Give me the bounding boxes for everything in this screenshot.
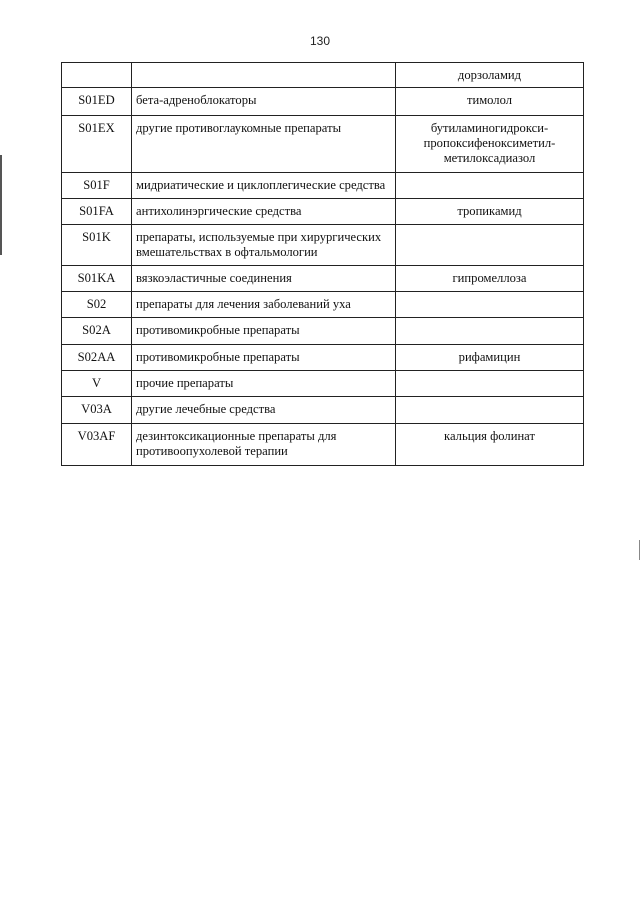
group-name-cell: дезинтоксикационные препараты для противоопухолевой терапии — [132, 424, 396, 466]
group-name-cell: противомикробные препараты — [132, 318, 396, 345]
table-row — [62, 173, 584, 199]
drug-name-cell — [396, 318, 584, 345]
drug-name-cell: дорзоламид — [396, 63, 584, 88]
table-row — [62, 424, 584, 466]
drug-name-cell: кальция фолинат — [396, 424, 584, 466]
drug-name-cell — [396, 225, 584, 266]
table-row — [62, 318, 584, 345]
atc-code-cell: S01FA — [62, 199, 132, 225]
atc-code-cell: S02A — [62, 318, 132, 345]
drug-name-cell — [396, 292, 584, 318]
group-name-cell: препараты для лечения заболеваний уха — [132, 292, 396, 318]
drug-name-cell: тимолол — [396, 88, 584, 116]
group-name-cell: вязкоэластичные соединения — [132, 266, 396, 292]
group-name-cell: другие лечебные средства — [132, 397, 396, 424]
group-name-cell: другие противоглаукомные препараты — [132, 116, 396, 173]
atc-code-cell: V03AF — [62, 424, 132, 466]
drug-name-cell: тропикамид — [396, 199, 584, 225]
table-row — [62, 116, 584, 173]
atc-code-cell: S01K — [62, 225, 132, 266]
scan-edge-mark — [0, 155, 2, 255]
atc-code-cell: V — [62, 371, 132, 397]
drug-name-cell — [396, 371, 584, 397]
atc-code-cell: S02AA — [62, 345, 132, 371]
group-name-cell: препараты, используемые при хирургических вмешательствах в офтальмологии — [132, 225, 396, 266]
group-name-cell — [132, 63, 396, 88]
atc-code-cell: S02 — [62, 292, 132, 318]
group-name-cell: антихолинэргические средства — [132, 199, 396, 225]
page-number: 130 — [309, 34, 331, 48]
drug-name-cell: гипромеллоза — [396, 266, 584, 292]
group-name-cell: бета-адреноблокаторы — [132, 88, 396, 116]
drug-name-cell: бутиламиногидрокси-пропоксифеноксиметил-метилоксадиазол — [396, 116, 584, 173]
atc-code-cell — [62, 63, 132, 88]
atc-code-cell: S01EX — [62, 116, 132, 173]
table-row — [62, 225, 584, 266]
table-row — [62, 199, 584, 225]
table-row — [62, 266, 584, 292]
drug-classification-table — [61, 62, 584, 466]
drug-name-cell: рифамицин — [396, 345, 584, 371]
group-name-cell: прочие препараты — [132, 371, 396, 397]
table-row — [62, 292, 584, 318]
table-row — [62, 345, 584, 371]
atc-code-cell: S01F — [62, 173, 132, 199]
atc-code-cell: S01ED — [62, 88, 132, 116]
group-name-cell: противомикробные препараты — [132, 345, 396, 371]
table-row — [62, 371, 584, 397]
drug-name-cell — [396, 397, 584, 424]
atc-code-cell: S01KA — [62, 266, 132, 292]
table-row — [62, 88, 584, 116]
group-name-cell: мидриатические и циклоплегические средства — [132, 173, 396, 199]
atc-code-cell: V03A — [62, 397, 132, 424]
table-row — [62, 397, 584, 424]
drug-name-cell — [396, 173, 584, 199]
table-row — [62, 63, 584, 88]
